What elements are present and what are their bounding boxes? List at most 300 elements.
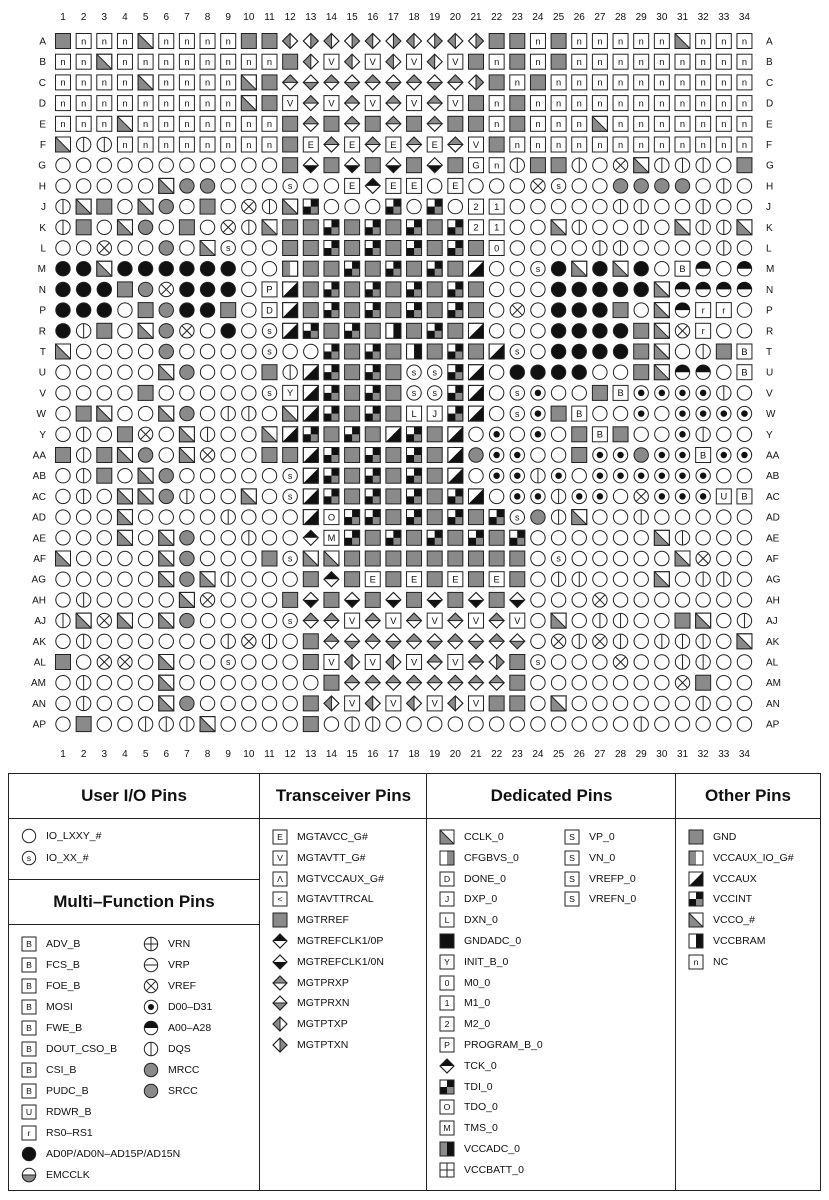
pin-u-10	[242, 365, 256, 379]
legend-item-gndadc-0	[439, 932, 521, 950]
pin-e-11	[262, 116, 277, 131]
pin-t-8	[200, 344, 214, 358]
legend-item-fcs-b	[21, 956, 80, 974]
row-label-left-af: AF	[33, 554, 46, 565]
pin-k-17	[386, 220, 401, 235]
legend-item-rdwr-b	[21, 1103, 92, 1121]
pin-ad-18	[407, 510, 422, 525]
svg-text:B: B	[576, 408, 583, 419]
pin-af-19	[427, 551, 442, 566]
pin-y-20	[448, 427, 463, 442]
col-label-top-12: 12	[284, 12, 296, 23]
col-label-top-11: 11	[264, 12, 275, 23]
pin-f-12	[283, 137, 298, 152]
pin-ac-27	[593, 489, 607, 503]
row-label-left-e: E	[39, 119, 46, 131]
pin-l-13	[303, 241, 318, 256]
pin-d-30	[654, 96, 669, 111]
m2-0-symbol-icon	[439, 1016, 455, 1032]
pin-u-12	[283, 365, 297, 379]
pin-ae-12	[283, 531, 297, 545]
pin-u-29	[634, 365, 649, 380]
svg-text:B: B	[741, 346, 748, 357]
mrcc-symbol-icon	[143, 1062, 159, 1078]
pin-b-2	[76, 54, 91, 69]
pin-b-32	[696, 54, 711, 69]
pin-ah-3	[97, 593, 111, 607]
pin-m-4	[118, 262, 132, 276]
pin-c-30	[654, 75, 669, 90]
svg-text:M: M	[443, 1123, 451, 1134]
pin-h-33	[717, 179, 731, 193]
pin-n-22	[489, 282, 503, 296]
pin-af-12	[283, 551, 297, 565]
legend-item-mgtptxn	[272, 1036, 348, 1054]
pin-a-4	[117, 34, 132, 49]
row-label-right-m: M	[766, 264, 775, 276]
pin-h-17	[386, 178, 401, 193]
pin-ae-14	[324, 530, 339, 545]
pin-ac-24	[531, 489, 545, 503]
pin-am-8	[200, 676, 214, 690]
pin-ak-13	[303, 634, 318, 649]
col-label-top-3: 3	[101, 12, 108, 23]
pin-u-24	[531, 365, 545, 379]
row-label-right-ak: AK	[766, 636, 780, 648]
pin-c-24	[530, 75, 545, 90]
svg-text:Λ: Λ	[277, 873, 283, 884]
svg-text:B: B	[26, 1086, 32, 1097]
svg-text:n: n	[246, 119, 252, 130]
legend-item-label: M1_0	[464, 997, 491, 1010]
pin-w-4	[118, 406, 132, 420]
pin-a-19	[427, 34, 442, 49]
svg-text:n: n	[700, 139, 706, 150]
legend-item-label: VREFN_0	[589, 893, 637, 906]
pin-u-4	[118, 365, 132, 379]
pin-aj-14	[324, 613, 339, 628]
pin-f-32	[696, 137, 711, 152]
legend-item-label: SRCC	[168, 1085, 198, 1097]
pin-al-31	[675, 655, 689, 669]
pin-u-6	[159, 365, 174, 380]
pin-k-24	[531, 220, 545, 234]
vn-0-symbol-icon	[564, 850, 580, 866]
pin-u-30	[654, 365, 669, 380]
svg-text:r: r	[701, 305, 705, 316]
pin-c-11	[262, 75, 277, 90]
pin-n-16	[365, 282, 380, 297]
svg-text:r: r	[27, 1128, 31, 1139]
pin-y-30	[655, 427, 669, 441]
pin-ap-25	[551, 717, 565, 731]
legend-item-label: IO_XX_#	[46, 852, 89, 864]
svg-text:n: n	[163, 36, 169, 47]
pin-al-14	[324, 655, 339, 670]
pin-am-27	[593, 676, 607, 690]
vcco-symbol-icon	[688, 912, 704, 928]
pin-e-14	[324, 116, 339, 131]
svg-text:V: V	[390, 615, 397, 626]
svg-text:n: n	[184, 98, 190, 109]
pin-k-13	[303, 220, 318, 235]
pin-j-34	[737, 199, 751, 213]
pin-r-18	[407, 323, 422, 338]
svg-text:n: n	[184, 139, 190, 150]
col-label-bottom-28: 28	[614, 749, 627, 760]
pin-e-32	[696, 116, 711, 131]
pin-am-25	[551, 676, 565, 690]
m0-0-symbol-icon	[439, 975, 455, 991]
col-label-bottom-31: 31	[676, 749, 689, 760]
pin-ag-29	[634, 572, 648, 586]
svg-text:n: n	[617, 98, 624, 109]
pin-e-15	[345, 116, 360, 131]
pin-ah-24	[531, 593, 545, 607]
pin-ab-13	[303, 468, 318, 483]
pin-w-30	[655, 406, 669, 420]
pin-w-16	[365, 406, 380, 421]
pin-ag-19	[427, 572, 442, 587]
pin-g-24	[530, 158, 545, 173]
pin-ag-3	[97, 572, 111, 586]
pin-l-22	[489, 241, 504, 256]
pin-ag-15	[345, 572, 360, 587]
svg-text:n: n	[617, 139, 624, 150]
row-label-right-a: A	[766, 36, 773, 48]
pin-l-4	[118, 241, 132, 255]
cfgbvs-0-symbol-icon	[439, 850, 455, 866]
svg-text:s: s	[515, 512, 520, 523]
pin-a-30	[654, 34, 669, 49]
svg-text:1: 1	[444, 998, 450, 1009]
pin-h-23	[510, 179, 524, 193]
pin-a-32	[696, 34, 711, 49]
legend-item-label: MGTAVCC_G#	[297, 831, 368, 843]
pin-ak-33	[717, 634, 731, 648]
pin-aj-13	[303, 613, 318, 628]
pin-ae-1	[56, 531, 70, 545]
pin-ag-31	[675, 572, 689, 586]
pin-ae-26	[572, 531, 586, 545]
svg-text:n: n	[225, 36, 231, 47]
pin-ab-2	[76, 469, 90, 483]
pin-ad-11	[262, 510, 276, 524]
pin-u-7	[180, 365, 194, 379]
col-label-top-30: 30	[656, 12, 668, 23]
pin-aj-21	[469, 613, 484, 628]
legend-transceiver-column	[259, 774, 427, 1190]
svg-text:n: n	[535, 98, 541, 109]
mgtprxn-symbol-icon	[272, 995, 288, 1011]
pin-v-15	[345, 385, 360, 400]
pin-t-15	[345, 344, 360, 359]
pin-aa-3	[97, 448, 112, 463]
pin-ap-9	[221, 717, 235, 731]
pin-k-27	[593, 220, 607, 234]
pin-y-29	[634, 427, 648, 441]
svg-text:r: r	[722, 305, 726, 316]
pin-d-31	[675, 96, 690, 111]
pin-r-5	[138, 323, 153, 338]
pin-ab-31	[675, 469, 689, 483]
pin-h-16	[365, 178, 380, 193]
legend-item-label: TDO_0	[464, 1101, 498, 1114]
pin-an-34	[737, 696, 751, 710]
pin-p-25	[551, 303, 565, 317]
svg-text:V: V	[410, 657, 418, 668]
svg-text:n: n	[514, 77, 520, 88]
pin-b-24	[530, 54, 545, 69]
pin-af-5	[138, 551, 152, 565]
svg-text:n: n	[60, 77, 66, 88]
pin-a-13	[303, 34, 318, 49]
row-label-left-f: F	[39, 140, 46, 151]
pin-r-33	[717, 324, 731, 338]
pin-n-15	[345, 282, 360, 297]
pin-w-6	[159, 406, 174, 421]
legend-item-tdo-0	[439, 1098, 498, 1116]
col-label-bottom-34: 34	[738, 749, 751, 760]
pin-aj-9	[221, 613, 235, 627]
svg-text:n: n	[721, 119, 727, 130]
pin-u-11	[262, 365, 277, 380]
svg-text:n: n	[576, 119, 582, 130]
pin-b-30	[654, 54, 669, 69]
pin-aj-33	[717, 613, 731, 627]
col-label-bottom-32: 32	[697, 749, 709, 760]
pin-l-8	[200, 241, 215, 256]
pin-p-21	[469, 303, 484, 318]
pin-ad-1	[56, 510, 70, 524]
pin-k-14	[324, 220, 339, 235]
pin-ah-5	[138, 593, 152, 607]
tms-0-symbol-icon	[439, 1120, 455, 1136]
pin-l-15	[345, 241, 360, 256]
pin-g-28	[613, 158, 627, 172]
pin-t-7	[180, 344, 194, 358]
svg-text:G: G	[472, 160, 480, 171]
svg-text:n: n	[679, 98, 686, 109]
pin-am-14	[324, 675, 339, 690]
pin-am-2	[76, 676, 90, 690]
pin-r-30	[654, 323, 669, 338]
col-label-top-31: 31	[676, 12, 689, 23]
pin-u-27	[593, 365, 607, 379]
col-label-bottom-17: 17	[387, 749, 399, 760]
pin-ae-19	[427, 530, 442, 545]
svg-text:n: n	[597, 77, 603, 88]
pin-aa-12	[283, 448, 298, 463]
pin-ad-3	[97, 510, 111, 524]
pin-al-12	[283, 655, 297, 669]
pin-f-15	[345, 137, 360, 152]
pin-af-29	[634, 551, 648, 565]
legend-dedicated-title: Dedicated Pins	[427, 774, 676, 819]
rs0-rs1-symbol-icon	[21, 1125, 37, 1141]
pin-k-20	[448, 220, 463, 235]
pin-ah-31	[675, 593, 689, 607]
pin-g-22	[489, 158, 504, 173]
pin-aj-5	[138, 613, 152, 627]
pin-aj-25	[551, 613, 566, 628]
pin-u-13	[303, 365, 318, 380]
pin-al-10	[242, 655, 256, 669]
pin-b-16	[365, 54, 380, 69]
svg-text:B: B	[700, 450, 707, 461]
pin-r-29	[634, 323, 649, 338]
pin-v-11	[262, 386, 276, 400]
pin-ak-1	[56, 634, 70, 648]
legend-item-init-b-0	[439, 953, 508, 971]
pin-k-33	[717, 220, 731, 234]
pin-ap-28	[613, 717, 627, 731]
svg-text:s: s	[225, 243, 231, 254]
pin-v-2	[76, 386, 90, 400]
svg-text:n: n	[81, 98, 87, 109]
svg-text:n: n	[659, 119, 665, 130]
pin-ae-20	[448, 530, 463, 545]
svg-text:s: s	[287, 470, 293, 481]
pin-aj-23	[510, 613, 525, 628]
pin-m-3	[97, 261, 112, 276]
pin-r-7	[180, 324, 194, 338]
svg-text:n: n	[184, 119, 190, 130]
pin-l-3	[97, 241, 111, 255]
pin-ac-8	[200, 489, 214, 503]
pin-am-9	[221, 676, 235, 690]
pin-n-12	[283, 282, 298, 297]
pin-m-12	[283, 261, 298, 276]
pin-t-28	[613, 344, 627, 358]
col-label-top-16: 16	[367, 12, 379, 23]
pin-ag-13	[303, 572, 318, 587]
legend-item-label: CCLK_0	[464, 831, 504, 843]
legend-item-vn-0	[564, 849, 615, 867]
pin-u-2	[76, 365, 90, 379]
svg-text:n: n	[60, 98, 66, 109]
row-label-right-c: C	[766, 77, 774, 89]
pin-u-18	[407, 365, 421, 379]
row-label-right-n: N	[766, 284, 774, 296]
pin-am-32	[696, 675, 711, 690]
pin-r-21	[469, 323, 484, 338]
pin-y-16	[365, 427, 380, 442]
tdo-0-symbol-icon	[439, 1099, 455, 1115]
pin-v-1	[56, 386, 70, 400]
pin-d-4	[117, 96, 132, 111]
pin-f-29	[634, 137, 649, 152]
legend-item-label: AD0P/AD0N–AD15P/AD15N	[46, 1148, 181, 1160]
pin-a-11	[262, 34, 277, 49]
pin-d-24	[530, 96, 545, 111]
pin-f-25	[551, 137, 566, 152]
pin-ad-34	[737, 510, 751, 524]
pin-af-2	[76, 551, 90, 565]
pin-ap-5	[138, 717, 152, 731]
legend-item-label: MGTREFCLK1/0P	[297, 935, 384, 947]
pin-t-22	[489, 344, 504, 359]
pin-an-9	[221, 696, 235, 710]
svg-text:L: L	[444, 915, 450, 926]
pin-r-3	[97, 323, 112, 338]
svg-text:n: n	[617, 57, 624, 68]
pin-y-7	[179, 427, 194, 442]
pin-aa-22	[489, 448, 503, 462]
pin-c-7	[179, 75, 194, 90]
pin-ac-13	[303, 489, 318, 504]
col-label-top-24: 24	[532, 12, 544, 23]
pin-y-5	[138, 427, 152, 441]
pin-r-23	[510, 324, 524, 338]
pin-m-2	[76, 262, 90, 276]
pin-c-20	[448, 75, 463, 90]
pin-ap-34	[737, 717, 751, 731]
legend-item-label: VCCAUX	[713, 872, 757, 885]
pin-n-9	[221, 282, 235, 296]
pin-n-5	[138, 282, 152, 296]
pin-h-31	[675, 179, 689, 193]
pin-a-25	[551, 34, 566, 49]
pin-l-21	[469, 241, 484, 256]
pin-ag-8	[200, 572, 215, 587]
pin-l-24	[531, 241, 545, 255]
pin-e-27	[592, 116, 607, 131]
pin-h-3	[97, 179, 111, 193]
col-label-bottom-10: 10	[243, 749, 255, 760]
svg-text:n: n	[576, 77, 582, 88]
pin-b-7	[179, 54, 194, 69]
pin-ac-15	[345, 489, 360, 504]
svg-text:n: n	[101, 36, 107, 47]
pin-b-13	[303, 54, 318, 69]
pin-ac-29	[634, 489, 648, 503]
d00-d31-symbol-icon	[143, 999, 159, 1015]
col-label-bottom-18: 18	[408, 749, 420, 760]
pin-ab-22	[489, 469, 503, 483]
pin-ac-26	[572, 489, 586, 503]
legend-other-column	[675, 774, 820, 1190]
pin-e-4	[117, 116, 132, 131]
legend-item-label: VRN	[168, 938, 191, 950]
pin-an-14	[324, 696, 339, 711]
pin-n-14	[324, 282, 339, 297]
svg-text:V: V	[348, 698, 356, 709]
pin-y-26	[572, 427, 587, 442]
legend-item-done-0	[439, 870, 506, 888]
legend-item-dxp-0	[439, 890, 497, 908]
pin-an-3	[97, 696, 111, 710]
pin-ak-19	[427, 634, 442, 649]
pin-am-20	[448, 675, 463, 690]
col-label-top-17: 17	[387, 12, 399, 23]
pin-d-6	[159, 96, 174, 111]
pin-j-5	[138, 199, 153, 214]
pin-g-30	[655, 158, 669, 172]
pin-ae-11	[262, 531, 276, 545]
legend-item-label: DQS	[168, 1043, 191, 1055]
svg-text:n: n	[60, 119, 66, 130]
pin-ah-1	[56, 593, 70, 607]
col-label-top-8: 8	[204, 12, 211, 23]
mgtrefclk1-0p-symbol-icon	[272, 933, 288, 949]
pin-r-2	[76, 324, 90, 338]
pin-l-12	[283, 241, 298, 256]
pin-f-5	[138, 137, 153, 152]
pin-g-6	[159, 158, 173, 172]
pin-am-33	[717, 676, 731, 690]
pin-u-5	[138, 365, 152, 379]
